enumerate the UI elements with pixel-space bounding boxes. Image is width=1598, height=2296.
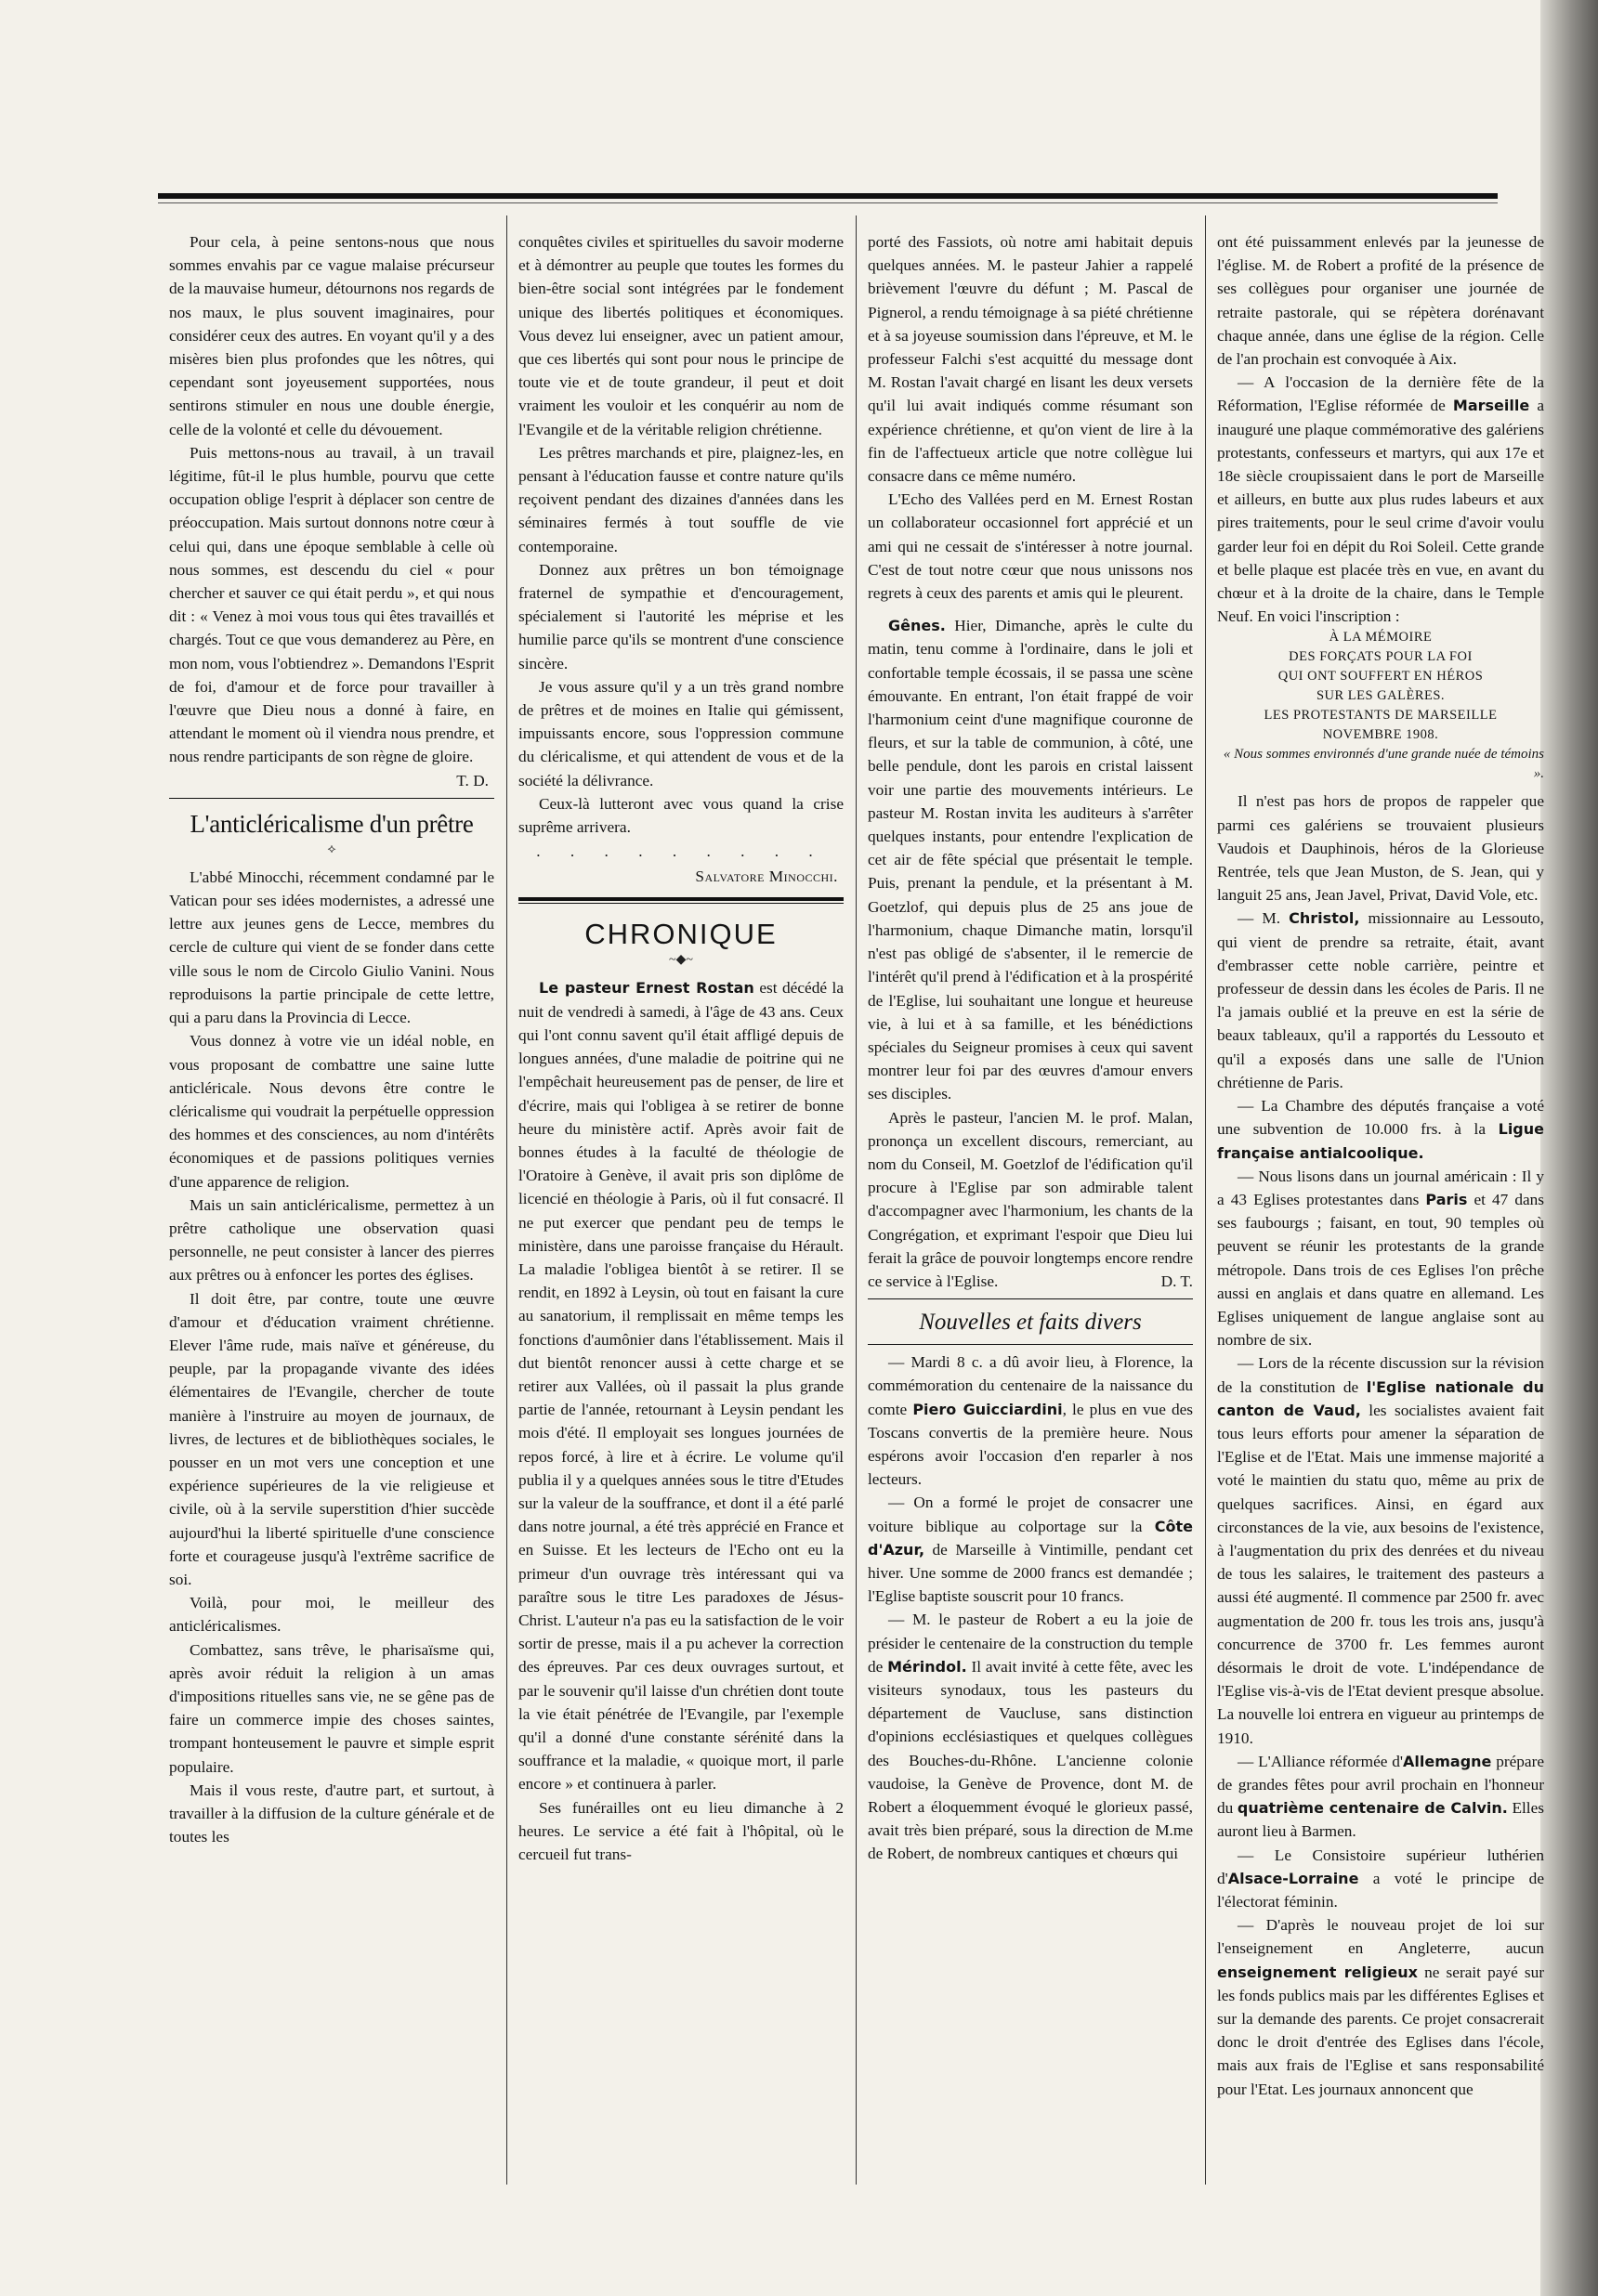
news-text: a voté le principe de l'électorat féminin.	[1217, 1869, 1544, 1911]
news-text: — On a formé le projet de consacrer une voiture biblique au colportage sur la	[868, 1494, 1193, 1535]
news-text: — M.	[1238, 909, 1290, 928]
paragraph	[868, 1106, 1193, 1294]
inscription-quote: « Nous sommes environnés d'une grande nuée de témoins ».	[1223, 747, 1544, 782]
news-text: , le plus en vue des Toscans convertis de la première heure. Nous espérons avoir l'occasion d'en reparler à nos lecteurs.	[868, 1400, 1193, 1489]
news-item	[868, 1608, 1193, 1865]
paragraph: Ses funérailles ont eu lieu dimanche à 2 heures. Le service a été fait à l'hôpital, où le cercueil fut trans-	[518, 1798, 844, 1863]
paragraph: Ceux-là lutteront avec vous quand la crise suprême arrivera.	[518, 794, 844, 837]
news-item	[868, 1350, 1193, 1491]
news-item	[1217, 1351, 1544, 1749]
place-name: Paris	[1425, 1190, 1468, 1208]
column-1	[169, 230, 494, 2198]
news-item	[1217, 1094, 1544, 1165]
column-2	[518, 230, 844, 2198]
section-title: Nouvelles et faits divers	[919, 1310, 1142, 1336]
news-text: et 47 dans ses faubourgs ; faisant, en tout, 90 temples où peuvent se réunir les protestants de la grande métropole. Dans trois de ces Eglises l'on prêche aussi en anglais et dans quatre en allemand. Les Eglises uniquement de langue anglaise sont au nombre de six.	[1217, 1190, 1544, 1350]
paragraph: Il n'est pas hors de propos de rappeler que parmi ces galériens se trouvaient plusieurs Vaudois et Dauphinois, héros de la Glorieuse Rentrée, tels que Jean Muston, de S. Jean, qui y languit 25 ans, Jean Javel, Privat, David Vole, etc.	[1217, 792, 1544, 905]
news-text: missionnaire au Lessouto, qui vient de prendre sa retraite, était, avant d'embrasser cette noble carrière, peintre et professeur de dessin dans les écoles de Paris. Il ne l'a jamais oublié et la preuve en est la série de beaux tableaux, qu'il a rapportés du Lessouto et qu'il a exposés dans une salle de l'Union chrétienne de Paris.	[1217, 909, 1544, 1091]
place-name: Côte d'Azur,	[868, 1517, 1193, 1559]
paragraph	[868, 614, 1193, 1105]
paragraph: Les prêtres marchands et pire, plaignez-les, en pensant à l'éducation fausse et contre nature qu'ils reçoivent pendant des dizaines d'années dans les séminaires fermés à tout souffle de vie contemporaine.	[518, 443, 844, 555]
news-item	[1217, 1913, 1544, 2101]
inscription-line: DES FORÇATS POUR LA FOI	[1289, 649, 1473, 665]
divider	[518, 897, 844, 901]
place-name: Marseille	[1452, 397, 1530, 415]
news-item	[1217, 1750, 1544, 1844]
place-name: Mérindol.	[887, 1657, 967, 1676]
inscription-line: SUR LES GALÈRES.	[1316, 688, 1446, 704]
news-text: a inauguré une plaque commémorative des galériens protestants, confesseurs et martyrs, qui aux 17e et 18e siècle croupissaient dans le port de Marseille et ailleurs, en butte aux plus rudes labeurs et aux pires traitements, pour le seul crime d'avoir voulu garder leur foi en dépit du Roi Soleil. Cette grande et belle plaque est placée très en vue, en avant du chœur et à la droite de la chaire, dans le Temple Neuf. En voici l'inscription :	[1217, 397, 1544, 626]
place-name: Gênes.	[888, 617, 946, 635]
news-text: de Marseille à Vintimille, pendant cet hiver. Une somme de 2000 francs est demandée ; l'Eglise baptiste souscrit pour 10 francs.	[868, 1540, 1193, 1606]
person-name: Piero Guicciardini	[912, 1400, 1063, 1418]
header-rule-thin	[158, 202, 1498, 203]
divider	[518, 903, 844, 904]
signature: T. D.	[456, 771, 489, 789]
paragraph: L'Echo des Vallées perd en M. Ernest Rostan un collaborateur occasionnel fort apprécié et un ami qui ne cessait de s'intéresser à notre journal. C'est de tout notre cœur que nous unissons nos regrets à ceux des parents et amis qui le pleurent.	[868, 490, 1193, 603]
paragraph: Je vous assure qu'il y a un très grand nombre de prêtres et de moines en Italie qui gémissent, impuissants encore, sous l'oppression commune du cléricalisme, et qui attendent de vous et de la société la délivrance.	[518, 677, 844, 789]
divider	[169, 798, 494, 799]
news-text: — Mardi 8 c. a dû avoir lieu, à Florence, la commémoration du centenaire de la naissance du comte	[868, 1353, 1193, 1418]
paragraph: Puis mettons-nous au travail, à un travail légitime, fût-il le plus humble, pourvu que cette occupation oblige l'esprit à déplacer son centre de préoccupation. Mais surtout donnons notre cœur à celui qui, dans une époque semblable à celle où nous sommes, est descendu du ciel « pour chercher et sauver ce qui était perdu », et qui nous dit : « Venez à moi vous tous qui êtes travaillés et chargés. Tout ce que vous demanderez au Père, en mon nom, vous l'obtiendrez ». Demandons l'Esprit de foi, d'amour et de force pour travailler à l'œuvre que Dieu nous a donné à faire, en attendant le moment où il viendra nous prendre, et nous rendre participants de son règne de gloire.	[169, 443, 494, 766]
paragraph: Mais un sain anticléricalisme, permettez à un prêtre catholique une observation quasi personnelle, ne peut consister à lancer des pierres aux prêtres ou à enfoncer les portes des églises.	[169, 1195, 494, 1285]
place-name: Alsace-Lorraine	[1227, 1869, 1359, 1887]
inscription-line: QUI ONT SOUFFERT EN HÉROS	[1277, 669, 1484, 685]
news-text: — Le Consistoire supérieur luthérien d'	[1217, 1846, 1544, 1887]
column-4	[1217, 230, 1544, 2198]
scan-edge	[1540, 0, 1598, 2296]
news-text: les socialistes avaient fait tous leurs efforts pour amener la séparation de l'Eglise et de l'Etat. Mais une immense majorité a voté le maintien du statu quo, même au prix de quelques sacrifices. Ainsi, en égard aux circonstances de la vie, aux besoins de l'existence, à l'augmentation du prix des denrées et du niveau de tous les salaires, le traitement des pasteurs a aussi été augmenté. Il commence par 2500 fr. avec augmentation de 200 fr. tous les trois ans, jusqu'à concurrence de 3700 fr. Les femmes auront désormais le droit de vote. L'indépendance de l'Eglise vis-à-vis de l'Etat devient presque absolue. La nouvelle loi entrera en vigueur au printemps de 1910.	[1217, 1401, 1544, 1747]
paragraph: conquêtes civiles et spirituelles du savoir moderne et à démontrer au peuple que toutes les formes du bien-être social sont intégrées par le fondement unique des libertés politiques et économiques. Vous devez lui enseigner, avec un patient amour, que ces libertés qui sont pour nous le principe de toute vie et de toute grandeur, il peut et doit vraiment les vouloir et les conquérir au nom de l'Evangile et de la véritable religion chrétienne.	[518, 233, 844, 438]
paragraph	[518, 976, 844, 1795]
news-text: — L'Alliance réformée d'	[1238, 1752, 1404, 1770]
inscription-line: LES PROTESTANTS DE MARSEILLE	[1264, 708, 1498, 724]
column-rule	[856, 215, 857, 2185]
news-item	[1217, 907, 1544, 1094]
news-item	[1217, 1844, 1544, 1914]
header-rule	[158, 193, 1498, 199]
article-title: L'anticléricalisme d'un prêtre	[190, 809, 474, 838]
paragraph: Donnez aux prêtres un bon témoignage fraternel de sympathie et d'encouragement, spécialement si l'autorité les méprise et les humilie parce qu'ils se montrent d'une conscience sincère.	[518, 560, 844, 672]
column-rule	[1205, 215, 1206, 2185]
person-name: Christol,	[1289, 909, 1360, 928]
ornament-icon: ⟡	[327, 841, 336, 856]
paragraph-text: Hier, Dimanche, après le culte du matin, tenu comme à l'ordinaire, dans le joli et confortable temple écossais, il se passa une scène émouvante. En entrant, l'on était frappé de voir l'harmonium ceint d'une magnifique couronne de fleurs, et sur la table de communion, à côté, une belle pendule, dont les parois en cristal laissent voir une partie des mouvements intérieurs. Le pasteur M. Rostan invita les auditeurs à s'arrêter quelques instants, pour entendre l'explication de cet air de fête spécial que présentait le temple. Puis, prenant la pendule, et la présentant à M. Goetzlof, qui depuis plus de 25 ans joue de l'harmonium, chaque Dimanche matin, lorsqu'il n'est pas obligé de s'absenter, il le remercie de l'intérêt qu'il prend à l'édification et à la prospérité de l'Eglise, lui souhaitant une longue et heureuse vie, à lui et à sa famille, et les bénédictions spéciales du Seigneur promises à ceux qui savent montrer leur foi par des œuvres d'amour envers ses disciples.	[868, 617, 1193, 1103]
news-text: — D'après le nouveau projet de loi sur l'enseignement en Angleterre, aucun	[1217, 1916, 1544, 1958]
divider	[868, 1298, 1193, 1299]
signature: D. T.	[1160, 1272, 1193, 1290]
paragraph: Il doit être, par contre, toute une œuvre d'amour et d'éducation vraiment chrétienne. Elever l'âme rude, mais naïve et généreuse, du peuple, par la propagande vivante des idées élémentaires de l'Evangile, chercher de toute manière à l'instruire au moyen de journaux, de livres, de lectures et de bibliothèques sociales, le pousser en un mot vers une conception et une expérience supérieures de la vie religieuse et civile, où à la servile superstition d'hier succède aujourd'hui la liberté spirituelle d'une conscience forte et courageuse jusqu'à l'extrême sacrifice de soi.	[169, 1289, 494, 1588]
news-text: — A l'occasion de la dernière fête de la Réformation, l'Eglise réformée de	[1217, 373, 1544, 415]
event-name: quatrième centenaire de Calvin.	[1237, 1799, 1508, 1818]
section-title: CHRONIQUE	[584, 918, 778, 951]
paragraph: L'abbé Minocchi, récemment condamné par le Vatican pour ses idées modernistes, a adressé une lettre aux jeunes gens de Lecce, membres du cercle de culture qui vient de se fonder dans cette ville sous le nom de Circolo Giulio Vanini. Nous reproduisons la partie principale de cette lettre, qui a paru dans la Provincia di Lecce.	[169, 868, 494, 1027]
news-item	[1217, 1165, 1544, 1352]
paragraph: Mais il vous reste, d'autre part, et surtout, à travailler à la diffusion de la culture générale et de toutes les	[169, 1781, 494, 1846]
column-rule	[506, 215, 507, 2185]
paragraph: ont été puissamment enlevés par la jeunesse de l'église. M. de Robert a profité de la présence de ses collègues pour organiser une journée de retraite pastorale, qui se répètera dorénavant chaque année, dans une église de la région. Celle de l'an prochain est convoquée à Aix.	[1217, 233, 1544, 369]
news-text: Elles auront lieu à Barmen.	[1217, 1799, 1544, 1841]
divider	[868, 1344, 1193, 1345]
inscription-line: À LA MÉMOIRE	[1329, 630, 1433, 646]
inscription-line: NOVEMBRE 1908.	[1322, 727, 1439, 743]
topic-name: enseignement religieux	[1217, 1963, 1418, 1981]
ornament-icon: ~◆~	[669, 953, 693, 968]
column-3	[868, 230, 1193, 2198]
org-name: Ligue française antialcoolique.	[1217, 1120, 1544, 1162]
paragraph: porté des Fassiots, où notre ami habitait depuis quelques années. M. le pasteur Jahier a rappelé brièvement l'œuvre du défunt ; M. Pascal de Pignerol, a rendu témoignage à sa piété chrétienne et à sa joyeuse soumission dans l'épreuve, et M. le professeur Falchi s'est acquitté du message dont M. Rostan l'avait chargé en lisant les deux versets qu'il lui avait indiqués comme résumant son expérience chrétienne, et qu'on vient de lire à la fin de l'affectueux article que notre collègue lui consacre dans ce même numéro.	[868, 233, 1193, 486]
news-text: prépare de grandes fêtes pour avril prochain en l'honneur du	[1217, 1752, 1544, 1818]
news-text: — M. le pasteur de Robert a eu la joie de présider le centenaire de la construction du temple de	[868, 1611, 1193, 1676]
news-text: — La Chambre des députés française a voté une subvention de 10.000 frs. à la	[1217, 1097, 1544, 1139]
news-item	[868, 1491, 1193, 1608]
place-name: Allemagne	[1403, 1752, 1492, 1770]
paragraph: Pour cela, à peine sentons-nous que nous sommes envahis par ce vague malaise précurseur de la mauvaise humeur, détournons nos regards de nos maux, le plus souvent imaginaires, pour considérer ceux des autres. En voyant qu'il y a des misères bien plus profondes que les nôtres, qui cependant sont joyeusement supportées, nous sentirons stimuler en nous une double énergie, celle de la volonté et celle du dévouement.	[169, 233, 494, 438]
news-text: ne serait payé sur les fonds publics mais par les différentes Eglises et sur la demande des parents. Ce projet consacrerait donc le droit d'entrée des Eglises dans l'école, mais aux frais de l'Eglise et sans responsabilité pour l'Etat. Les journaux annoncent que	[1217, 1963, 1544, 2098]
paragraph: Combattez, sans trêve, le pharisaïsme qui, après avoir réduit la religion à un amas d'impositions rituelles sans vie, ne se gêne pas de faire un commerce impie des choses saintes, trompant honteusement le pauvre et simple esprit populaire.	[169, 1640, 494, 1776]
paragraph: Voilà, pour moi, le meilleur des anticléricalismes.	[169, 1594, 494, 1636]
paragraph: Vous donnez à votre vie un idéal noble, en vous proposant de combattre une saine lutte anticléricale. Nous devons être contre le cléricalisme qui voudrait la perpétuelle oppression des hommes et des consciences, au nom d'intérêts économiques et de passions politiques vernies d'une apparence de religion.	[169, 1032, 494, 1191]
news-text: — Lors de la récente discussion sur la révision de la constitution de	[1217, 1354, 1544, 1396]
org-name: l'Eglise nationale du canton de Vaud,	[1217, 1377, 1544, 1419]
news-text: — Nous lisons dans un journal américain : Il y a 43 Eglises protestantes dans	[1217, 1167, 1544, 1208]
signature: Salvatore Minocchi.	[695, 868, 838, 886]
person-name: Le pasteur Ernest Rostan	[539, 979, 754, 998]
news-text: Il avait invité à cette fête, avec les visiteurs synodaux, tous les pasteurs du département de Vaucluse, sans distinction d'opinions ecclésiastiques et quelques collègues des Bouches-du-Rhône. L'ancienne colonie vaudoise, la Genève de Provence, dont M. de Robert a éloquemment évoqué le glorieux passé, avait très bien préparé, sous la direction de M.me de Robert, de nombreux cantiques et chœurs qui	[868, 1657, 1193, 1863]
separator-dots: . . . . . . . . .	[536, 842, 826, 861]
paragraph-text: Après le pasteur, l'ancien M. le prof. Malan, prononça un excellent discours, remerciant, au nom du Conseil, M. Goetzlof de l'édification qu'il procure à l'Eglise par son admirable talent d'accompagner avec l'harmonium, les chants de la Congrégation, et exprimant l'espoir que Dieu lui ferait la grâce de pouvoir longtemps encore rendre ce service à l'Eglise.	[868, 1108, 1193, 1290]
news-item	[1217, 371, 1544, 628]
paragraph-text: est décédé la nuit de vendredi à samedi, à l'âge de 43 ans. Ceux qui l'ont connu savent qu'il était affligé depuis de longues années, d'une maladie de poitrine qui ne l'empêchait heureusement pas de penser, de lire et d'écrire, mais qui l'obligea à se retirer de bonne heure du ministère actif. Après avoir fait de bonnes études à la faculté de théologie de l'Oratoire à Genève, il avait pris son diplôme de licencié en théologie à Paris, où il fut consacré. Il ne put exercer que pendant peu de temps le ministère, dans une paroisse française du Hérault. La maladie l'obligea bientôt à se retirer. Il se rendit, en 1892 à Leysin, où tout en faisant la cure au sanatorium, il remplissait en même temps les fonctions d'aumônier dans l'établissement. Mais il dut bientôt renoncer aussi à cette charge et se retirer aux Vallées, où il passait la plus grande partie de l'année, retournant à Leysin pendant les mois d'été. Il employait ses longues journées de repos forcé, à lire et à écrire. Le volume qu'il publia il y a quelques années sous le titre d'Etudes sur la valeur de la souffrance, et dont il a été parlé dans notre journal, a été très apprécié en France et en Suisse. Et les lecteurs de l'Echo ont eu la primeur d'un ouvrage très intéressant qui va paraître sous le titre Les paradoxes de Jésus-Christ. L'auteur n'a pas eu la satisfaction de le voir sortir de presse, mais il a pu achever la correction des épreuves. Par ces deux ouvrages surtout, et par le souvenir qu'il laisse d'un chrétien dont toute la vie était pénétrée de l'Evangile, par l'exemple qu'il a donné d'une constante sérénité dans la souffrance et la maladie, « quoique mort, il parle encore » et continuera à parler.	[518, 979, 844, 1794]
